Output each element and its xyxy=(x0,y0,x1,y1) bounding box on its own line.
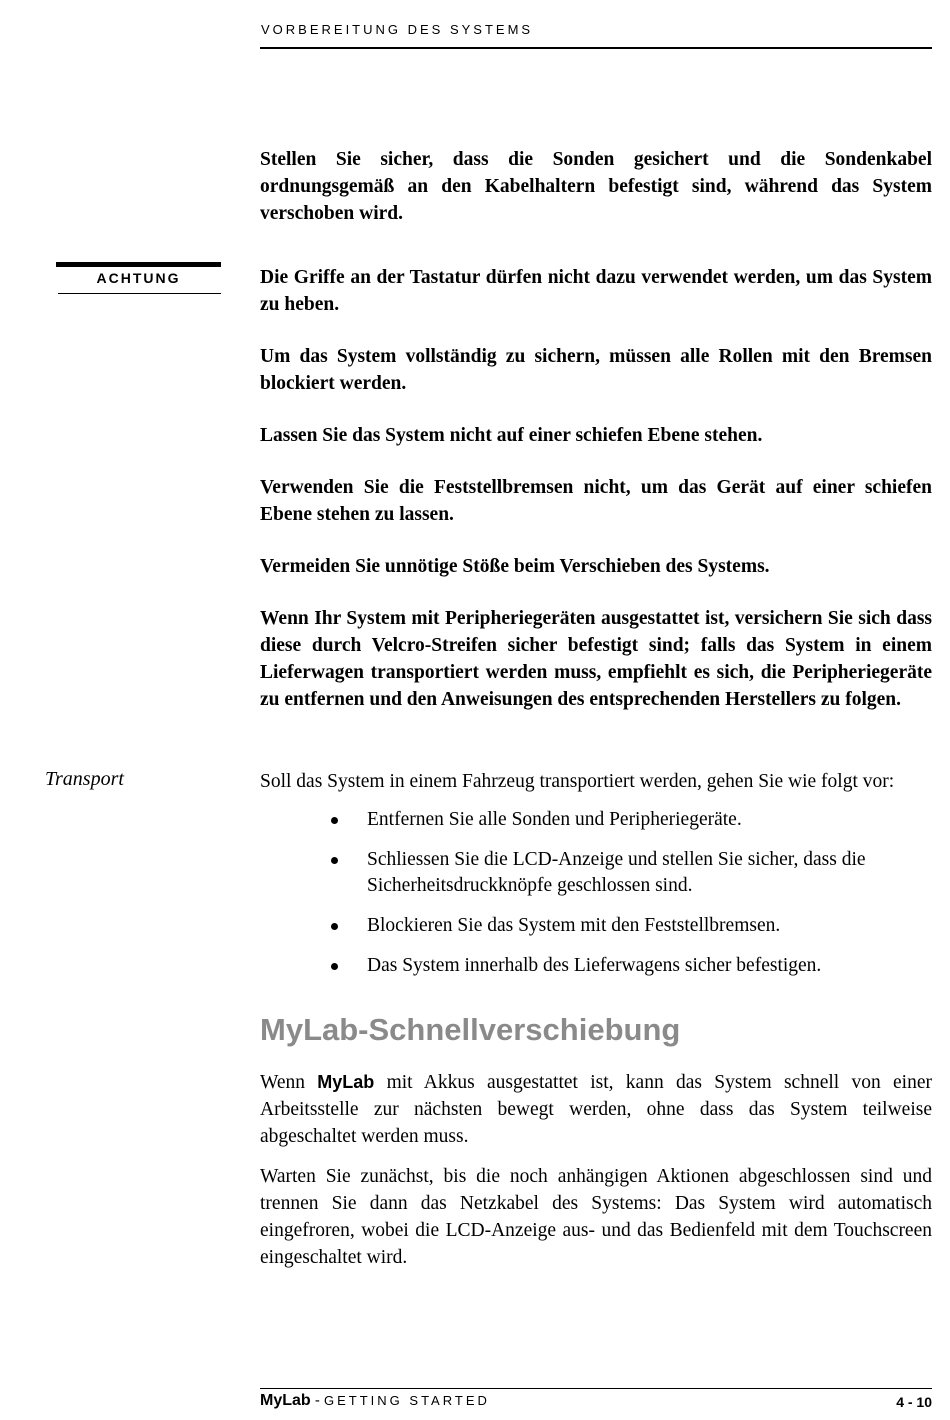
probe-secure-paragraph xyxy=(260,146,932,227)
list-item xyxy=(260,807,932,833)
running-header: VORBEREITUNG DES SYSTEMS xyxy=(261,22,534,37)
section-title: MyLab-Schnellverschiebung xyxy=(260,1012,681,1047)
transport-block xyxy=(260,768,932,993)
header-rule xyxy=(260,47,932,49)
caution-paragraph: Verwenden Sie die Feststellbremsen nicht, um das Gerät auf einer schiefen Ebene stehen zu lassen. xyxy=(260,477,932,525)
text-fragment: Wenn xyxy=(260,1072,318,1093)
section-paragraph: Warten Sie zunächst, bis die noch anhängigen Aktionen abgeschlossen sind und trennen Sie dann das Netzkabel des Systems: Das System wird automatisch eingefroren, wobei die LCD-Anzeige aus- und das Bedienfeld mit dem Touchscreen eingeschaltet wird. xyxy=(260,1166,932,1268)
transport-steps xyxy=(260,807,932,979)
list-item-text: Blockieren Sie das System mit den Feststellbremsen. xyxy=(367,915,781,936)
list-item xyxy=(260,913,932,939)
footer-brand: MyLab xyxy=(260,1392,311,1409)
section-paragraph xyxy=(260,1069,932,1150)
list-item-text: Schliessen Sie die LCD-Anzeige und stellen Sie sicher, dass die Sicherheitsdruckknöpfe geschlossen sind. xyxy=(367,849,866,896)
page-number: 4 - 10 xyxy=(896,1394,932,1410)
transport-intro: Soll das System in einem Fahrzeug transportiert werden, gehen Sie wie folgt vor: xyxy=(260,771,895,792)
section-body xyxy=(260,1069,932,1284)
caution-bar-top xyxy=(56,262,221,267)
brand-name: MyLab xyxy=(317,1072,375,1092)
caution-block xyxy=(260,264,932,738)
caution-paragraph: Lassen Sie das System nicht auf einer schiefen Ebene stehen. xyxy=(260,425,763,446)
caution-text: ACHTUNG xyxy=(96,270,181,286)
transport-margin-label: Transport xyxy=(45,768,124,790)
caution-paragraph: Vermeiden Sie unnötige Stöße beim Verschieben des Systems. xyxy=(260,556,770,577)
bullet-icon xyxy=(331,963,338,970)
footer-rule xyxy=(260,1388,932,1389)
list-item-text: Entfernen Sie alle Sonden und Peripheriegeräte. xyxy=(367,809,742,830)
footer-left xyxy=(260,1392,490,1410)
caution-paragraph: Wenn Ihr System mit Peripheriegeräten ausgestattet ist, versichern Sie sich dass diese durch Velcro-Streifen sicher befestigt sind; falls das System in einem Lieferwagen transportiert werden muss, empfiehlt es sich, die Peripheriegeräte zu entfernen und den Anweisungen des entsprechenden Herstellers zu folgen. xyxy=(260,608,932,710)
caution-bar-bottom xyxy=(58,293,221,294)
caution-paragraph: Die Griffe an der Tastatur dürfen nicht dazu verwendet werden, um das System zu heben. xyxy=(260,267,932,315)
footer-separator: - xyxy=(310,1392,325,1409)
list-item-text: Das System innerhalb des Lieferwagens sicher befestigen. xyxy=(367,955,822,976)
footer-title: GETTING STARTED xyxy=(324,1393,490,1408)
list-item xyxy=(260,847,932,899)
bullet-icon xyxy=(331,817,338,824)
caution-label xyxy=(56,262,221,294)
caution-paragraph: Um das System vollständig zu sichern, müssen alle Rollen mit den Bremsen blockiert werden. xyxy=(260,346,932,394)
paragraph: Stellen Sie sicher, dass die Sonden gesichert und die Sondenkabel ordnungsgemäß an den Kabelhaltern befestigt sind, während das System verschoben wird. xyxy=(260,149,932,224)
text-fragment: mit Akkus ausgestattet ist, kann das System schnell von einer Arbeitsstelle zur nächsten bewegt werden, ohne dass das System teilweise abgeschaltet werden muss. xyxy=(260,1072,932,1147)
bullet-icon xyxy=(331,923,338,930)
bullet-icon xyxy=(331,857,338,864)
list-item xyxy=(260,953,932,979)
